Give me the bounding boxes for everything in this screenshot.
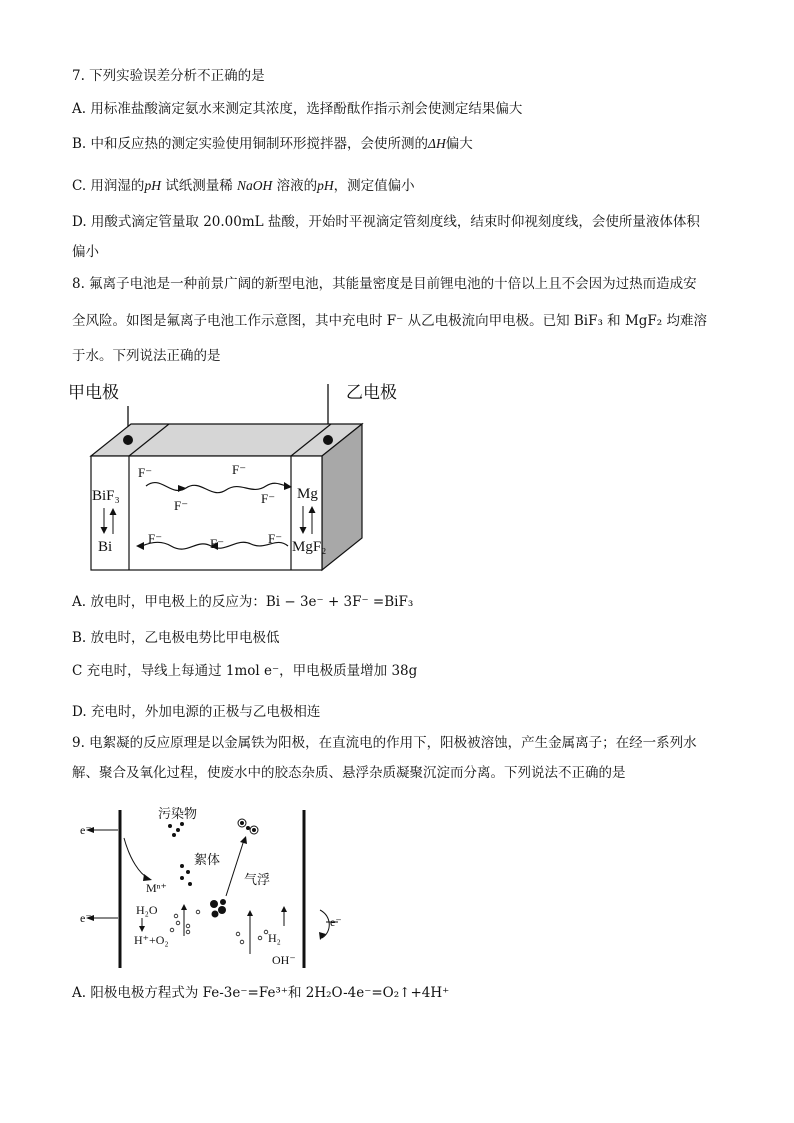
q7-option-d-line2: 偏小 [72, 244, 99, 260]
q7-option-c-text4: ，测定值偏小 [333, 178, 415, 194]
label-f-ion-2: F⁻ [232, 462, 247, 477]
anode-curve-arrow [124, 838, 148, 878]
label-mg: Mg [297, 486, 318, 502]
q8-option-b: B. 放电时，乙电极电势比甲电极低 [72, 630, 280, 646]
floc-dot-4 [188, 882, 192, 886]
q7-option-c-text2: 试纸测量稀 [165, 178, 233, 194]
q7-option-b [72, 134, 473, 154]
label-pollutant: 污染物 [158, 806, 198, 821]
pollutant-dot-2 [176, 828, 180, 832]
bubble-3 [170, 928, 174, 932]
bubble-9 [258, 936, 262, 940]
q7-option-a: A. 用标准盐酸滴定氨水来测定其浓度，选择酚酞作指示剂会使测定结果偏大 [72, 101, 523, 117]
floc-particle-4 [220, 899, 226, 905]
label-bif3: BiF₃ [92, 488, 120, 504]
float-bubble-2-core [252, 828, 256, 832]
label-oh: OH⁻ [272, 953, 296, 967]
bubble-rise-arrow-left-head [181, 904, 187, 910]
q9-option-a: A. 阳极电极方程式为 Fe-3e⁻=Fe³⁺和 2H₂O-4e⁻=O₂↑+4H⁺ [72, 985, 450, 1001]
label-f-ion-5: F⁻ [148, 531, 163, 546]
terminal-right-dot [323, 435, 333, 445]
terminal-left-dot [123, 435, 133, 445]
label-float: 气浮 [244, 872, 271, 887]
label-f-ion-1: F⁻ [138, 465, 153, 480]
label-electrode-a: 甲电极 [68, 383, 119, 402]
floc-dot-2 [186, 870, 190, 874]
anode-curve-arrow-head [143, 874, 152, 881]
q8-option-a: A. 放电时，甲电极上的反应为：Bi − 3e⁻ + 3F⁻ =BiF₃ [72, 594, 414, 610]
pollutant-dot-3 [180, 822, 184, 826]
bubble-5 [186, 924, 190, 928]
q9-stem-line2: 解、聚合及氧化过程，使废水中的胶态杂质、悬浮杂质凝聚沉淀而分离。下列说法不正确的是 [72, 765, 626, 781]
label-f-ion-4: F⁻ [261, 491, 276, 506]
label-floc: 絮体 [194, 852, 221, 867]
label-e-left-top: e⁻ [80, 823, 92, 837]
floc-dot-1 [180, 864, 184, 868]
q7-option-d-line1: D. 用酸式滴定管量取 20.00mL 盐酸，开始时平视滴定管刻度线，结束时仰视刻度线，会使所量液体体积 [72, 214, 700, 230]
label-h2: H₂ [268, 931, 281, 945]
q8-stem-line1: 8. 氟离子电池是一种前景广阔的新型电池，其能量密度是目前锂电池的十倍以上且不会因为过热而造成安 [72, 276, 697, 292]
pollutant-dot-4 [172, 833, 176, 837]
label-f-ion-6: F⁻ [210, 536, 225, 551]
bubble-7 [236, 932, 240, 936]
float-arrow-head [240, 836, 247, 844]
q7-stem: 7. 下列实验误差分析不正确的是 [72, 68, 265, 84]
q9-stem-line1: 9. 电絮凝的反应原理是以金属铁为阳极，在直流电的作用下，阳极被溶蚀，产生金属离子；在经一系列水 [72, 735, 697, 751]
q7-option-c [72, 176, 415, 196]
q8-stem-line2: 全风险。如图是氟离子电池工作示意图，其中充电时 F⁻ 从乙电极流向甲电极。已知 BiF₃ 和 MgF₂ 均难溶 [72, 313, 707, 329]
q7-option-b-text: B. 中和反应热的测定实验使用铜制环形搅拌器，会使所测的 [72, 136, 429, 152]
label-bi: Bi [98, 539, 113, 555]
floc-particle-2 [218, 906, 226, 914]
label-electrode-b: 乙电极 [346, 383, 397, 402]
q8-option-c: C 充电时，导线上每通过 1mol e⁻，甲电极质量增加 38g [72, 663, 418, 679]
label-h2o: H₂O [136, 903, 158, 917]
floc-particle-3 [212, 911, 219, 918]
bubble-rise-arrow-right-head [247, 910, 253, 916]
q7-option-c-naoh: NaOH [237, 178, 273, 193]
q7-option-c-ph1: pH [144, 178, 161, 193]
q7-option-c-ph2: pH [317, 178, 334, 193]
h2o-arrow-head [139, 926, 145, 932]
label-e-left-mid: e⁻ [80, 911, 92, 925]
bubble-8 [240, 940, 244, 944]
label-h-o2: H⁺+O₂ [134, 933, 169, 947]
h2-rise-arrow-head [281, 906, 287, 912]
label-f-ion-3: F⁻ [174, 498, 189, 513]
q8-stem-line3: 于水。下列说法正确的是 [72, 348, 221, 364]
q7-option-c-text1: C. 用润湿的 [72, 178, 145, 194]
label-f-ion-7: F⁻ [268, 531, 283, 546]
float-bubble-1-core [240, 821, 244, 825]
bubble-2 [176, 921, 180, 925]
fluoride-battery-diagram [66, 376, 406, 576]
label-e-right: e⁻ [330, 915, 342, 929]
bubble-1 [174, 914, 178, 918]
bubble-6 [186, 930, 190, 934]
float-bubble-dot [246, 826, 250, 830]
bubble-4 [196, 910, 200, 914]
float-arrow [226, 840, 244, 896]
q7-option-b-tail: 偏大 [445, 136, 473, 152]
floc-particle-1 [210, 900, 218, 908]
label-mn-ion: Mⁿ⁺ [146, 881, 167, 895]
q7-option-c-text3: 溶液的 [276, 178, 318, 194]
q7-option-b-dh: ΔH [428, 136, 446, 151]
label-mgf2: MgF₂ [292, 539, 327, 555]
q8-option-d: D. 充电时，外加电源的正极与乙电极相连 [72, 704, 321, 720]
floc-dot-3 [180, 876, 184, 880]
electrocoagulation-diagram [76, 796, 366, 976]
pollutant-dot-1 [168, 824, 172, 828]
box-front-face [91, 456, 322, 570]
